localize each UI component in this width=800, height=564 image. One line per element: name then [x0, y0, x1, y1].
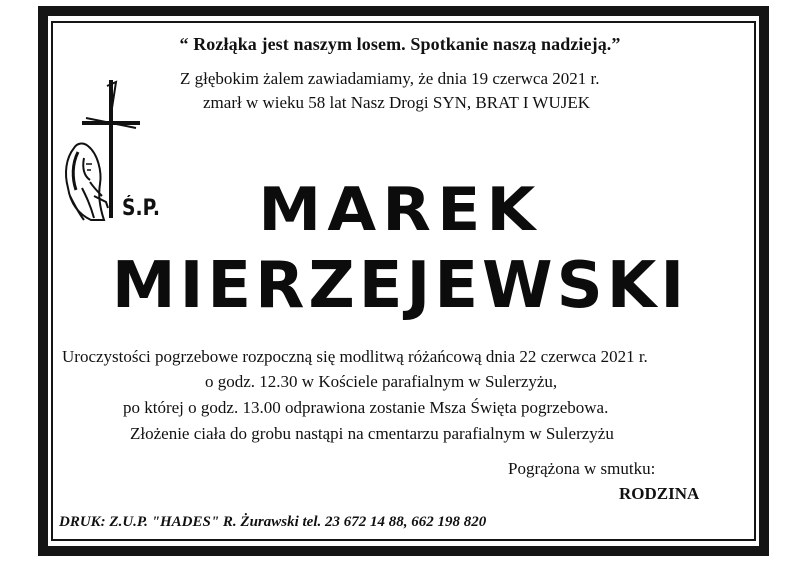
printer-credit: DRUK: Z.U.P. "HADES" R. Żurawski tel. 23 672 14 88, 662 198 820: [59, 514, 487, 530]
mourners-signature: RODZINA: [619, 484, 700, 503]
funeral-line-1: Uroczystości pogrzebowe rozpoczną się modlitwą różańcową dnia 22 czerwca 2021 r.: [62, 347, 648, 366]
last-name: MIERZEJEWSKI: [111, 249, 689, 323]
funeral-line-4: Złożenie ciała do grobu nastąpi na cmentarzu parafialnym w Sulerzyżu: [130, 424, 614, 443]
announcement-line-2: zmarł w wieku 58 lat Nasz Drogi SYN, BRAT I WUJEK: [203, 93, 591, 112]
funeral-line-2: o godz. 12.30 w Kościele parafialnym w Sulerzyżu,: [205, 372, 558, 391]
mourners-intro: Pogrążona w smutku:: [508, 459, 656, 478]
funeral-line-3: po której o godz. 13.00 odprawiona zostanie Msza Święta pogrzebowa.: [123, 398, 609, 417]
announcement-line-1: Z głębokim żalem zawiadamiamy, że dnia 19 czerwca 2021 r.: [180, 69, 600, 88]
quote: “ Rozłąka jest naszym losem. Spotkanie naszą nadzieją.”: [179, 34, 621, 54]
prefix-sp: Ś.P.: [122, 196, 160, 221]
first-name: MAREK: [258, 175, 542, 245]
